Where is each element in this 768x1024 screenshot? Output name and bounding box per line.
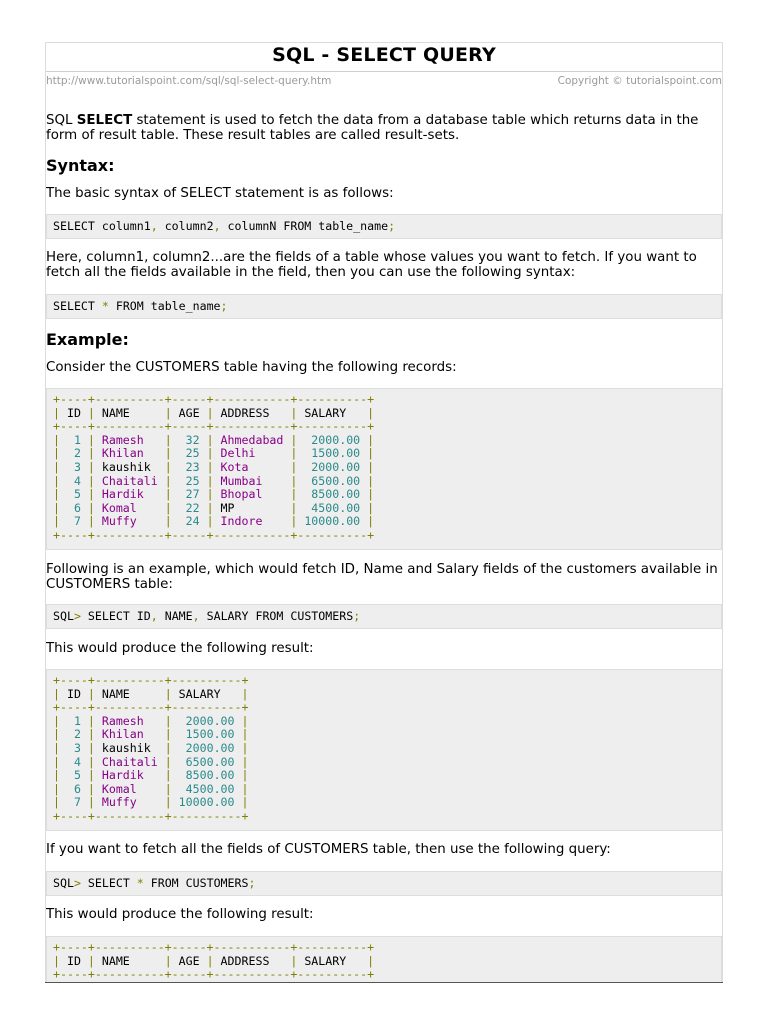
table-row: | 2 | Khilan | 1500.00 | <box>53 727 249 742</box>
bottom-rule <box>45 982 723 983</box>
table-row: | 2 | Khilan | 25 | Delhi | 1500.00 | <box>53 446 375 461</box>
fetch-all-text: If you want to fetch all the fields of CUSTOMERS table, then use the following query: <box>46 842 611 857</box>
table-row: | 6 | Komal | 22 | MP | 4500.00 | <box>53 500 375 515</box>
result-table-block <box>46 669 722 831</box>
table-border: +----+----------+----------+ <box>53 700 249 715</box>
table-row: | 1 | Ramesh | 32 | Ahmedabad | 2000.00 | <box>53 432 375 447</box>
table-border: +----+----------+----------+ <box>53 808 249 823</box>
table-border: +----+----------+-----+-----------+----------+ <box>53 419 375 434</box>
table-row: | 3 | kaushik | 23 | Kota | 2000.00 | <box>53 459 375 474</box>
select-keyword: SELECT <box>76 113 133 128</box>
syntax-heading: Syntax: <box>46 156 115 175</box>
page-meta <box>46 72 722 89</box>
following-paragraph: Following is an example, which would fetch ID, Name and Salary fields of the customers available in CUSTOMERS table: <box>46 562 718 592</box>
table-border: +----+----------+----------+ <box>53 673 249 687</box>
document-page <box>45 42 723 982</box>
table-row: | 6 | Komal | 4500.00 | <box>53 781 249 796</box>
source-url[interactable]: http://www.tutorialspoint.com/sql/sql-select-query.htm <box>46 75 332 87</box>
table-row: | 4 | Chaitali | 25 | Mumbai | 6500.00 | <box>53 473 375 488</box>
page-title: SQL - SELECT QUERY <box>46 43 722 72</box>
table-header-row: | ID | NAME | AGE | ADDRESS | SALARY | <box>53 405 375 420</box>
table-row: | 7 | Muffy | 10000.00 | <box>53 795 249 810</box>
table-border: +----+----------+-----+-----------+----------+ <box>53 392 375 406</box>
here-paragraph: Here, column1, column2...are the fields of a table whose values you want to fetch. If you want to fetch all the fields available in the field, then you can use the following syntax: <box>46 250 697 280</box>
query-code-block-1: SQL> SELECT ID, NAME, SALARY FROM CUSTOMERS; <box>46 604 722 629</box>
produce-text-2: This would produce the following result: <box>46 907 314 922</box>
table-border: +----+----------+-----+-----------+----------+ <box>53 967 375 982</box>
partial-table-block <box>46 936 722 982</box>
table-border: +----+----------+-----+-----------+----------+ <box>53 527 375 542</box>
customers-table-block <box>46 388 722 550</box>
table-row: | 3 | kaushik | 2000.00 | <box>53 740 249 755</box>
produce-text-1: This would produce the following result: <box>46 641 314 656</box>
table-header-row: | ID | NAME | AGE | ADDRESS | SALARY | <box>53 953 375 968</box>
copyright-notice: Copyright © tutorialspoint.com <box>557 75 722 87</box>
table-row: | 5 | Hardik | 8500.00 | <box>53 768 249 783</box>
syntax-text: The basic syntax of SELECT statement is as follows: <box>46 186 394 201</box>
syntax-code-block-2: SELECT * FROM table_name; <box>46 294 722 319</box>
table-border: +----+----------+-----+-----------+----------+ <box>53 940 375 954</box>
example-heading: Example: <box>46 330 129 349</box>
table-row: | 7 | Muffy | 24 | Indore | 10000.00 | <box>53 514 375 529</box>
consider-text: Consider the CUSTOMERS table having the following records: <box>46 360 457 375</box>
query-code-block-2: SQL> SELECT * FROM CUSTOMERS; <box>46 871 722 896</box>
intro-paragraph: SQL SELECT statement is used to fetch the data from a database table which returns data in the form of result table. These result tables are called result-sets. <box>46 113 699 143</box>
syntax-code-block: SELECT column1, column2, columnN FROM table_name; <box>46 214 722 239</box>
table-row: | 1 | Ramesh | 2000.00 | <box>53 713 249 728</box>
table-row: | 4 | Chaitali | 6500.00 | <box>53 754 249 769</box>
table-header-row: | ID | NAME | SALARY | <box>53 686 249 701</box>
table-row: | 5 | Hardik | 27 | Bhopal | 8500.00 | <box>53 487 375 502</box>
